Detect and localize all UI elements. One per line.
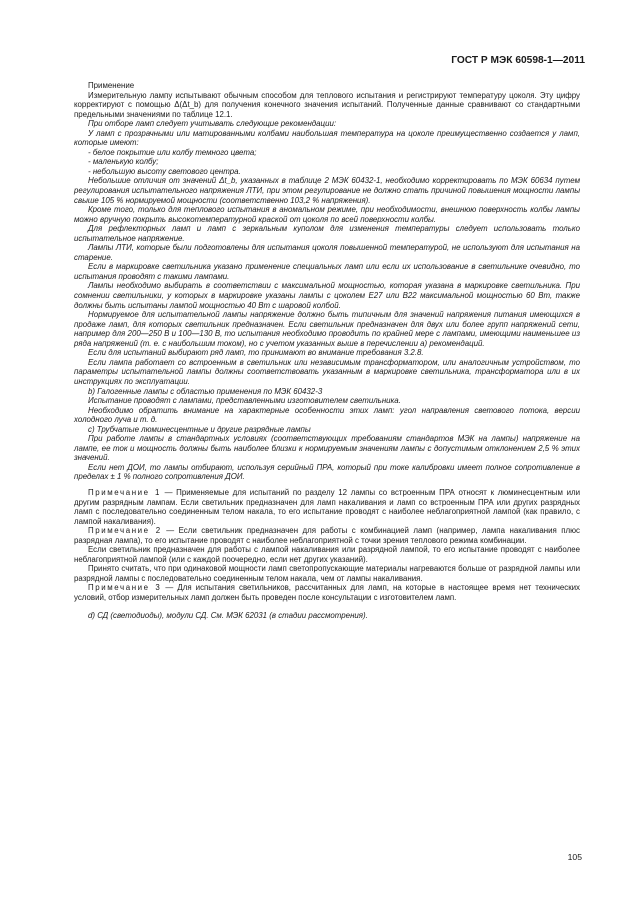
note-text: — Применяемые для испытаний по разделу 12 лампы со встроенным ПРА относят к люминесцентным или другим разрядным лампам. Если светильник предназначен для ламп накаливания и ламп со встроенным ПРА или других разрядных ламп с последовательно соединенным телом накала, то его испытание проводят с наиболее неблагоприятной лампой (как правило, с лампой накаливания). (74, 487, 580, 526)
paragraph: Если лампа работает со встроенным в светильник или независимым трансформатором, или аналогичным устройством, то параметры испытательной лампы должны соответствовать указанным в маркировке светильника, трансформатора или в их инструкциях по эксплуатации. (74, 357, 580, 386)
paragraph: Если нет ДОИ, то лампы отбирают, используя серийный ПРА, который при токе калибровки имеет полное сопротивление в пределах ± 1 % полного сопротивления ДОИ. (74, 462, 580, 482)
paragraph: Необходимо обратить внимание на характерные особенности этих ламп: угол направления светового потока, версии холодного луча и т. д. (74, 405, 580, 425)
paragraph: Применение (88, 81, 135, 90)
paragraph: Кроме того, только для теплового испытания в аномальном режиме, при необходимости, внешнюю поверхность колбы лампы можно вручную покрыть высокотемпературной краской от цоколя по всей поверхности колбы. (74, 205, 580, 224)
page-number: 105 (567, 852, 582, 862)
paragraph: Если в маркировке светильника указано применение специальных ламп или если их использование в светильнике очевидно, то испытания проводят с такими лампами. (74, 262, 580, 281)
list-item: - маленькую колбу; (88, 157, 159, 167)
list-item: - белое покрытие или колбу темного цвета; (88, 147, 257, 157)
document-body (74, 81, 580, 620)
paragraph: При отборе ламп следует учитывать следующие рекомендации: (88, 119, 337, 129)
note (74, 583, 580, 602)
note-text: — Для испытания светильников, рассчитанных для ламп, на которые в настоящее время нет технических условий, отбор измерительных ламп должен быть проведен после консультации с изготовителем ламп. (74, 583, 581, 602)
note-text: — Если светильник предназначен для работы с комбинацией ламп (например, лампа накаливания плюс разрядная лампа), то его испытание проводят с наиболее неблагоприятной с точки зрения теплового режима комбинации. (74, 526, 580, 545)
paragraph: Принято считать, что при одинаковой мощности ламп светопропускающие материалы нагреваются больше от разрядной лампы или разрядной лампы с последовательно соединенным телом накала, чем от лампы накаливания. (74, 564, 580, 583)
paragraph: Для рефлекторных ламп и ламп с зеркальным куполом для изменения температуры следует использовать только испытательное напряжение. (74, 224, 580, 243)
paragraph: Измерительную лампу испытывают обычным способом для теплового испытания и регистрируют температуру цоколя. Эту цифру корректируют с помощью Δ(Δt_b) для получения конечного значения испытаний. Полученные данные сравнивают со стандартными предельными значениями по таблице 12.1. (74, 90, 580, 119)
paragraph: Нормируемое для испытательной лампы напряжение должно быть типичным для значений напряжения питания имеющихся в продаже ламп, для которых светильник предназначен. Если светильник предназначен для двух или более групп напряжений сети, например для 200—250 В и 100—130 В, то испытания необходимо проводить по крайней мере с лампами, имеющими наименьшее из ряда напряжений (т. е. с наибольшим током), но с учетом указанных выше в перечислении а) рекомендаций. (74, 310, 580, 348)
note (74, 488, 580, 526)
paragraph: Если для испытаний выбирают ряд ламп, то принимают во внимание требования 3.2.8. (88, 348, 424, 358)
paragraph: При работе лампы в стандартных условиях (соответствующих требованиям стандартов МЭК на лампы) напряжение на лампе, ее ток и мощность должны быть наиболее близки к нормируемым значениям лампы с допустимым отклонением 2,5 % этих значений. (74, 434, 580, 463)
standard-header: ГОСТ Р МЭК 60598-1—2011 (451, 55, 585, 66)
section-heading: c) Трубчатые люминесцентные и другие разрядные лампы (88, 424, 311, 434)
note (74, 526, 580, 545)
paragraph: Лампы необходимо выбирать в соответствии с максимальной мощностью, которая указана в маркировке светильника. При сомнении светильники, у которых в маркировке указаны лампы с цоколем E27 или B22 максимальной мощностью 60 Вт, также должны быть испытаны лампой мощностью 40 Вт с шаровой колбой. (74, 281, 580, 310)
paragraph: Если светильник предназначен для работы с лампой накаливания или разрядной лампой, то его испытание проводят с наиболее неблагоприятной лампой (или с каждой поочередно, если нет других указаний). (74, 545, 580, 564)
note-label: Примечание 1 (88, 487, 161, 497)
paragraph: У ламп с прозрачными или матированными колбами наибольшая температура на цоколе преимущественно создается у ламп, которые имеют: (74, 128, 580, 148)
note-label: Примечание 2 (88, 526, 162, 536)
section-heading: b) Галогенные лампы с областью применения по МЭК 60432-3 (88, 386, 323, 396)
section-heading: d) СД (светодиоды), модули СД. См. МЭК 62031 (в стадии рассмотрения). (88, 610, 368, 620)
note-label: Примечание 3 (88, 583, 162, 593)
list-item: - небольшую высоту светового центра. (88, 166, 241, 176)
paragraph: Лампы ЛТИ, которые были подготовлены для испытания цоколя повышенной температурой, не используют для испытания на старение. (74, 243, 580, 262)
paragraph: Испытание проводят с лампами, представленными изготовителем светильника. (88, 396, 401, 406)
paragraph: Небольшие отличия от значений Δt_b, указанных в таблице 2 МЭК 60432-1, необходимо корректировать по МЭК 60634 путем регулирования испытательного напряжения ЛТИ, при этом регулирование не должно стать причиной повышения мощности лампы свыше 105 % нормируемой мощности (соответственно 103,2 % напряжения). (74, 176, 580, 205)
